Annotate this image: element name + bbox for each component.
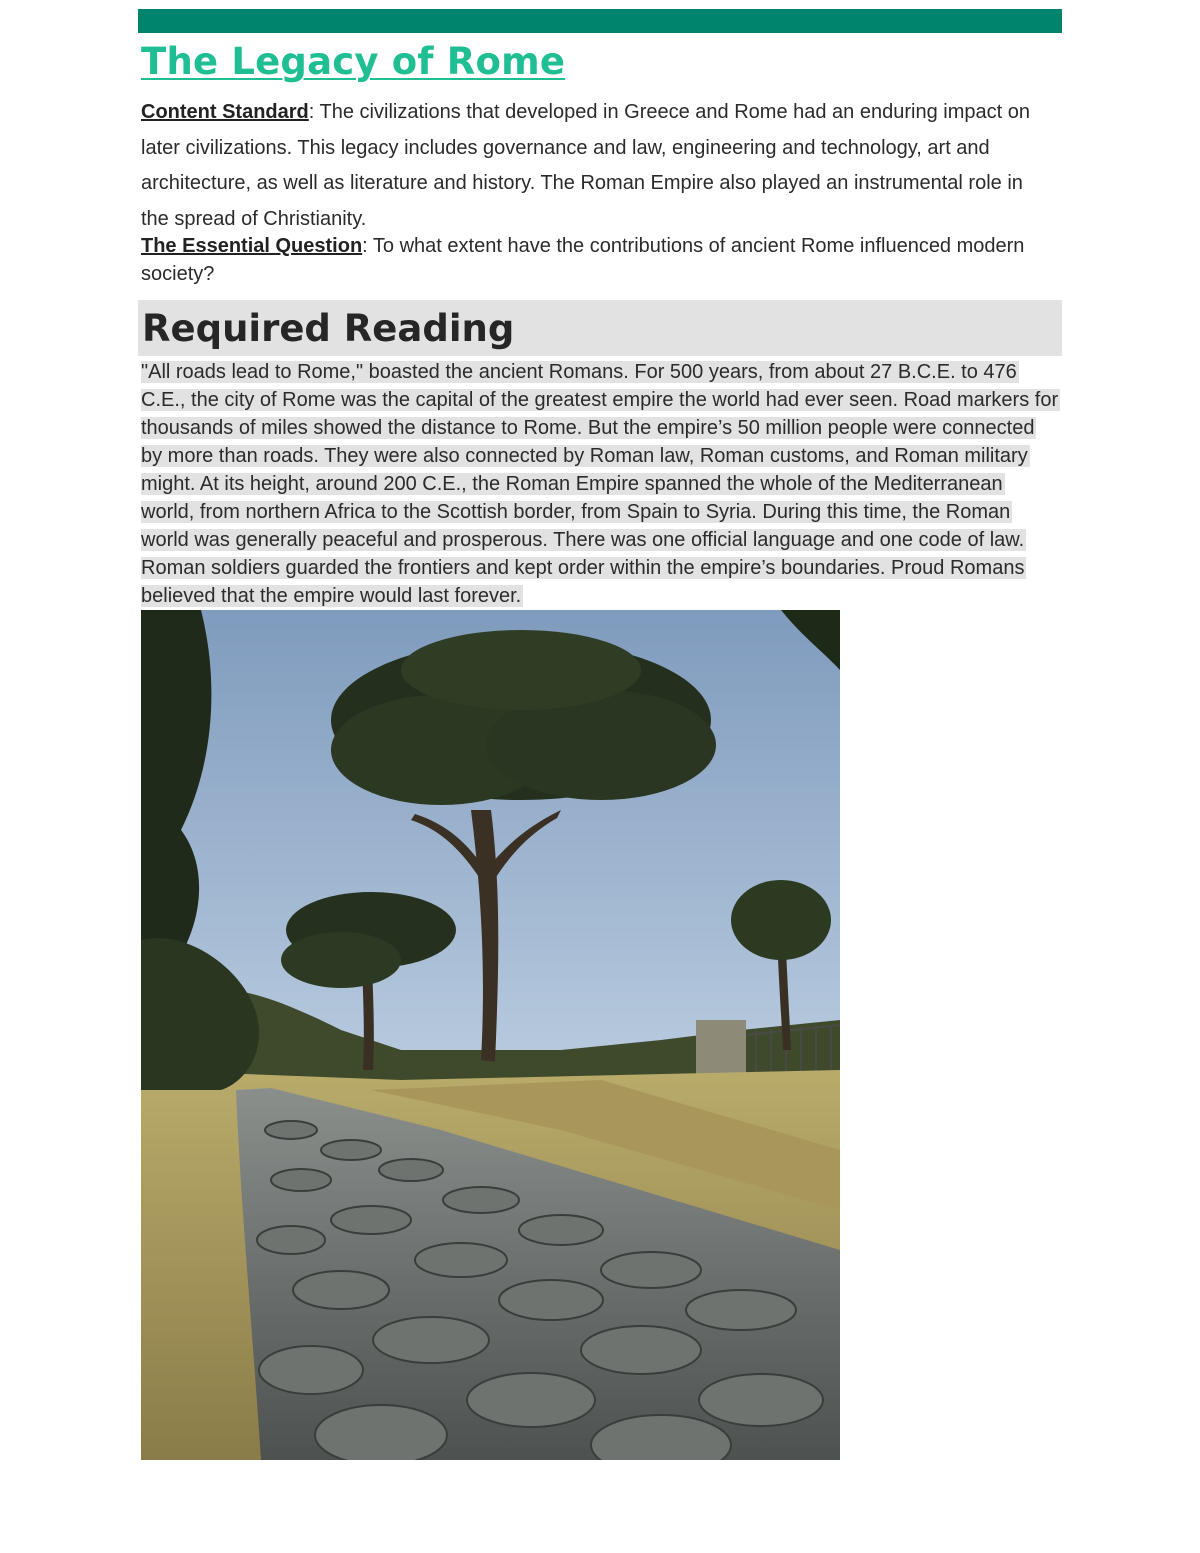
essential-question <box>141 232 1041 288</box>
essential-question-text: : To what extent have the contributions of ancient Rome influenced modern society? <box>141 235 1025 285</box>
content-standard-label: Content Standard <box>141 101 309 123</box>
roman-road-illustration <box>141 610 840 1460</box>
required-reading-text: "All roads lead to Rome," boasted the ancient Romans. For 500 years, from about 27 B.C.E. to 476 C.E., the city of Rome was the capital of the greatest empire the world had ever seen. Road markers for thousands of miles showed the distance to Rome. But the empire’s 50 million people were connected by more than roads. They were also connected by Roman law, Roman customs, and Roman military might. At its height, around 200 C.E., the Roman Empire spanned the whole of the Mediterranean world, from northern Africa to the Scottish border, from Spain to Syria. During this time, the Roman world was generally peaceful and prosperous. There was one official language and one code of law. Roman soldiers guarded the frontiers and kept order within the empire’s boundaries. Proud Romans believed that the empire would last forever. <box>141 361 1059 607</box>
required-reading-heading: Required Reading <box>142 307 515 350</box>
roman-road-photo <box>141 610 840 1460</box>
content-standard <box>141 95 1031 237</box>
required-reading-heading-block <box>138 300 1062 356</box>
required-reading-paragraph <box>141 358 1061 610</box>
content-standard-text: : The civilizations that developed in Greece and Rome had an enduring impact on later civilizations. This legacy includes governance and law, engineering and technology, art and architecture, as well as literature and history. The Roman Empire also played an instrumental role in the spread of Christianity. <box>141 101 1030 230</box>
top-accent-bar <box>138 9 1062 33</box>
page-title: The Legacy of Rome <box>141 40 566 83</box>
essential-question-label: The Essential Question <box>141 235 363 257</box>
